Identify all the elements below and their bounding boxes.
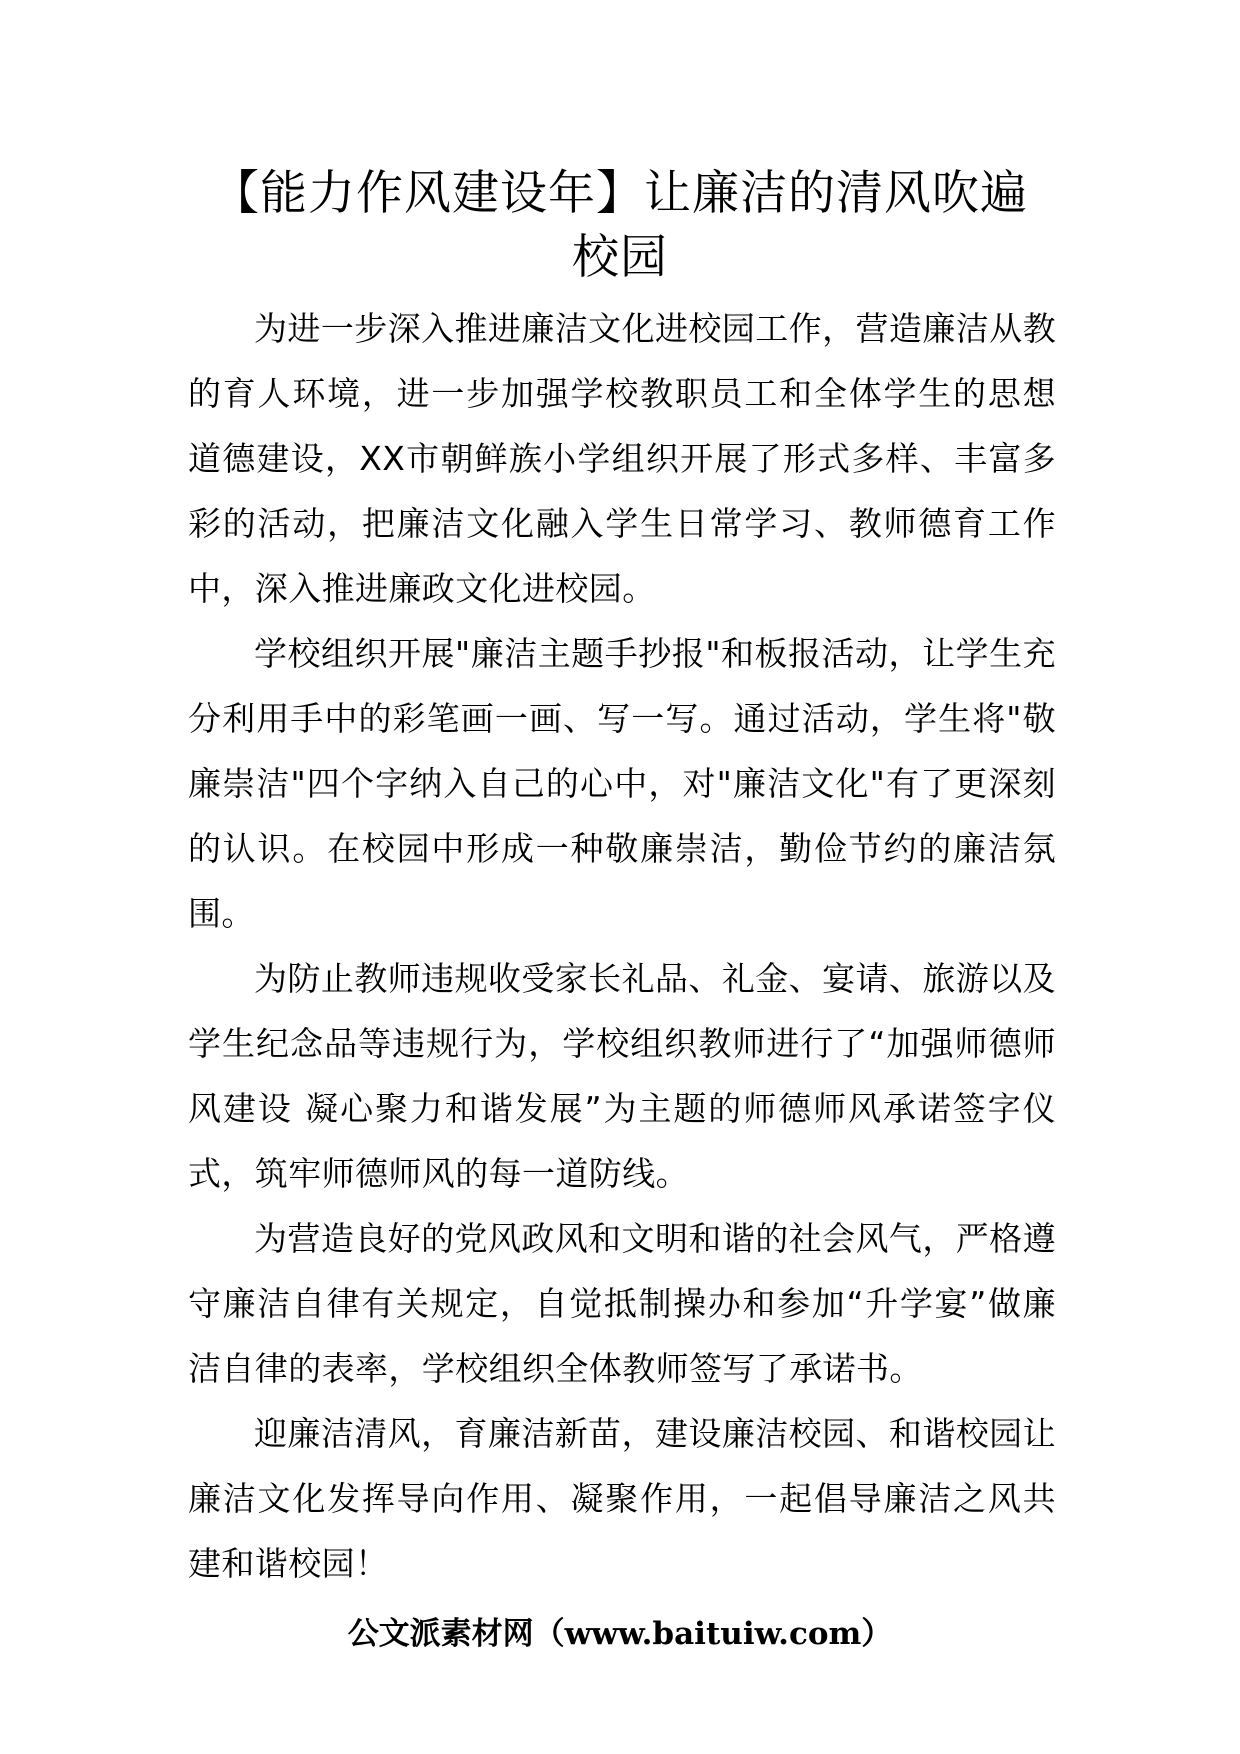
paragraph-5: 迎廉洁清风，育廉洁新苗，建设廉洁校园、和谐校园让廉洁文化发挥导向作用、凝聚作用，一起倡导廉洁之风共建和谐校园！ — [188, 1414, 1056, 1583]
document-title: 【能力作风建设年】让廉洁的清风吹遍校园 — [212, 166, 1028, 285]
paragraph-3: 为防止教师违规收受家长礼品、礼金、宴请、旅游以及学生纪念品等违规行为，学校组织教师进行了“加强师德师风建设 凝心聚力和谐发展”为主题的师德师风承诺签字仪式，筑牢师德师风的每一道防线。 — [188, 959, 1056, 1193]
paragraph-4: 为营造良好的党风政风和文明和谐的社会风气，严格遵守廉洁自律有关规定，自觉抵制操办和参加“升学宴”做廉洁自律的表率，学校组织全体教师签写了承诺书。 — [188, 1219, 1056, 1388]
footer-source: 公文派素材网（www.baituiw.com） — [347, 1616, 893, 1652]
document-body — [188, 296, 1056, 1596]
paragraph-2: 学校组织开展"廉洁主题手抄报"和板报活动，让学生充分利用手中的彩笔画一画、写一写。通过活动，学生将"敬廉崇洁"四个字纳入自己的心中，对"廉洁文化"有了更深刻的认识。在校园中形成一种敬廉崇洁，勤俭节约的廉洁氛围。 — [188, 634, 1056, 933]
paragraph-1: 为进一步深入推进廉洁文化进校园工作，营造廉洁从教的育人环境，进一步加强学校教职员工和全体学生的思想道德建设，XX市朝鲜族小学组织开展了形式多样、丰富多彩的活动，把廉洁文化融入学生日常学习、教师德育工作中，深入推进廉政文化进校园。 — [188, 309, 1056, 608]
